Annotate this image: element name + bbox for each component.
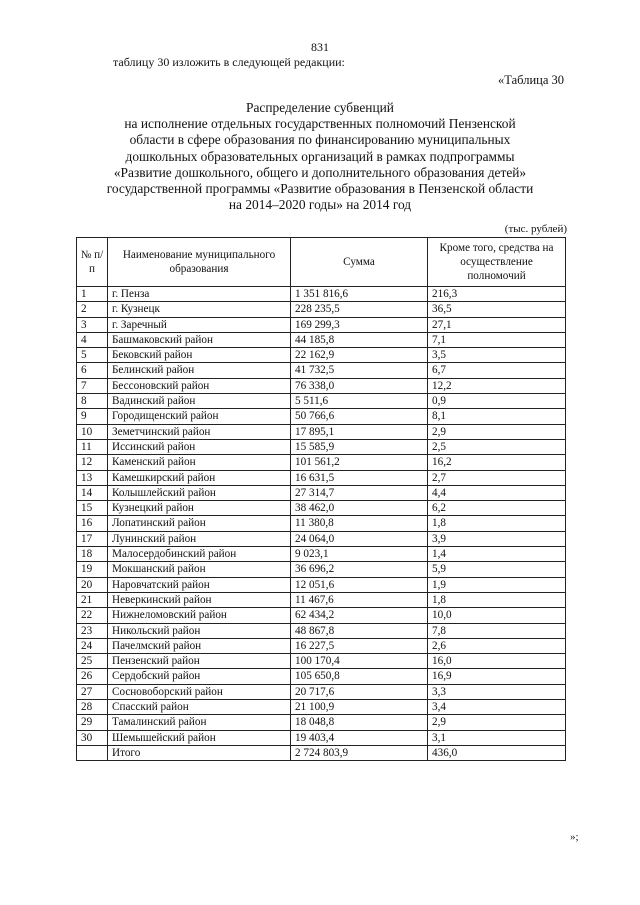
cell-extra: 3,3 [428, 684, 566, 699]
cell-num: 23 [77, 623, 108, 638]
cell-num: 7 [77, 378, 108, 393]
table-reference: «Таблица 30 [498, 73, 564, 87]
table-body [77, 287, 566, 761]
table-row [77, 287, 566, 302]
table-row [77, 317, 566, 332]
cell-name: Спасский район [108, 700, 291, 715]
cell-name: Лопатинский район [108, 516, 291, 531]
cell-sum: 44 185,8 [291, 332, 428, 347]
cell-num: 3 [77, 317, 108, 332]
cell-sum: 21 100,9 [291, 700, 428, 715]
cell-name: Пачелмский район [108, 638, 291, 653]
cell-name: Малосердобинский район [108, 547, 291, 562]
cell-num [77, 745, 108, 760]
cell-num: 30 [77, 730, 108, 745]
closing-mark: »; [570, 831, 579, 843]
cell-sum: 76 338,0 [291, 378, 428, 393]
cell-num: 24 [77, 638, 108, 653]
cell-num: 9 [77, 409, 108, 424]
header-extra: Кроме того, средства на осуществление полномочий [428, 238, 566, 287]
cell-sum: 16 227,5 [291, 638, 428, 653]
cell-name: Белинский район [108, 363, 291, 378]
cell-sum: 9 023,1 [291, 547, 428, 562]
cell-name: Иссинский район [108, 439, 291, 454]
intro-line: таблицу 30 изложить в следующей редакции: [113, 55, 345, 69]
cell-extra: 1,8 [428, 592, 566, 607]
cell-num: 19 [77, 562, 108, 577]
table-row [77, 654, 566, 669]
table-row [77, 623, 566, 638]
cell-sum: 41 732,5 [291, 363, 428, 378]
cell-sum: 101 561,2 [291, 455, 428, 470]
cell-extra: 7,1 [428, 332, 566, 347]
cell-sum: 100 170,4 [291, 654, 428, 669]
table-row [77, 302, 566, 317]
cell-name: Сердобский район [108, 669, 291, 684]
cell-num: 13 [77, 470, 108, 485]
cell-extra: 10,0 [428, 608, 566, 623]
cell-extra: 3,4 [428, 700, 566, 715]
cell-name: г. Заречный [108, 317, 291, 332]
cell-num: 22 [77, 608, 108, 623]
header-name: Наименование муниципального образования [108, 238, 291, 287]
cell-extra: 27,1 [428, 317, 566, 332]
cell-sum: 17 895,1 [291, 424, 428, 439]
cell-name: Шемышейский район [108, 730, 291, 745]
table-header-row [77, 238, 566, 287]
cell-extra: 12,2 [428, 378, 566, 393]
cell-extra: 16,9 [428, 669, 566, 684]
title-line: на 2014–2020 годы» на 2014 год [228, 197, 412, 213]
table-row [77, 700, 566, 715]
cell-name: г. Кузнецк [108, 302, 291, 317]
cell-sum: 22 162,9 [291, 348, 428, 363]
cell-extra: 7,8 [428, 623, 566, 638]
title-line: области в сфере образования по финансированию муниципальных [129, 132, 511, 148]
cell-extra: 2,5 [428, 439, 566, 454]
cell-sum: 11 380,8 [291, 516, 428, 531]
cell-name: Камешкирский район [108, 470, 291, 485]
cell-num: 20 [77, 577, 108, 592]
cell-sum: 18 048,8 [291, 715, 428, 730]
cell-extra: 2,7 [428, 470, 566, 485]
cell-name: Сосновоборский район [108, 684, 291, 699]
cell-num: 2 [77, 302, 108, 317]
cell-extra: 16,2 [428, 455, 566, 470]
cell-name: Бессоновский район [108, 378, 291, 393]
table-row [77, 455, 566, 470]
cell-extra: 2,9 [428, 715, 566, 730]
table-row [77, 547, 566, 562]
cell-name: Мокшанский район [108, 562, 291, 577]
cell-sum: 27 314,7 [291, 485, 428, 500]
title-line: дошкольных образовательных организаций в рамках подпрограммы [125, 148, 515, 164]
table-row [77, 394, 566, 409]
cell-num: 26 [77, 669, 108, 684]
cell-num: 15 [77, 501, 108, 516]
cell-extra: 4,4 [428, 485, 566, 500]
header-sum: Сумма [291, 238, 428, 287]
cell-extra: 2,6 [428, 638, 566, 653]
table-row [77, 669, 566, 684]
cell-sum: 11 467,6 [291, 592, 428, 607]
table-row [77, 684, 566, 699]
cell-name: Пензенский район [108, 654, 291, 669]
cell-sum: 62 434,2 [291, 608, 428, 623]
cell-extra: 1,4 [428, 547, 566, 562]
cell-num: 11 [77, 439, 108, 454]
cell-num: 14 [77, 485, 108, 500]
table-row [77, 485, 566, 500]
cell-sum: 1 351 816,6 [291, 287, 428, 302]
table-row [77, 348, 566, 363]
cell-sum: 15 585,9 [291, 439, 428, 454]
cell-sum: 2 724 803,9 [291, 745, 428, 760]
table-row [77, 439, 566, 454]
title-line: государственной программы «Развитие образования в Пензенской области [106, 181, 534, 197]
table-total-row [77, 745, 566, 760]
cell-extra: 436,0 [428, 745, 566, 760]
cell-name: Вадинский район [108, 394, 291, 409]
table-row [77, 531, 566, 546]
table-row [77, 577, 566, 592]
cell-sum: 105 650,8 [291, 669, 428, 684]
cell-extra: 2,9 [428, 424, 566, 439]
cell-name: Неверкинский район [108, 592, 291, 607]
cell-name: Башмаковский район [108, 332, 291, 347]
cell-extra: 3,5 [428, 348, 566, 363]
cell-name: Колышлейский район [108, 485, 291, 500]
cell-num: 28 [77, 700, 108, 715]
cell-num: 6 [77, 363, 108, 378]
cell-sum: 228 235,5 [291, 302, 428, 317]
cell-name: Бековский район [108, 348, 291, 363]
cell-sum: 36 696,2 [291, 562, 428, 577]
table-row [77, 715, 566, 730]
cell-num: 1 [77, 287, 108, 302]
cell-extra: 3,9 [428, 531, 566, 546]
cell-extra: 16,0 [428, 654, 566, 669]
cell-num: 8 [77, 394, 108, 409]
title-line: «Развитие дошкольного, общего и дополнительного образования детей» [113, 164, 527, 180]
title-line: Распределение субвенций [246, 100, 394, 115]
cell-sum: 16 631,5 [291, 470, 428, 485]
cell-name: Городищенский район [108, 409, 291, 424]
cell-num: 16 [77, 516, 108, 531]
cell-extra: 6,2 [428, 501, 566, 516]
cell-name: Наровчатский район [108, 577, 291, 592]
table-row [77, 363, 566, 378]
cell-sum: 24 064,0 [291, 531, 428, 546]
cell-sum: 5 511,6 [291, 394, 428, 409]
cell-num: 5 [77, 348, 108, 363]
table-row [77, 592, 566, 607]
table-row [77, 409, 566, 424]
cell-sum: 19 403,4 [291, 730, 428, 745]
cell-name: Земетчинский район [108, 424, 291, 439]
cell-num: 27 [77, 684, 108, 699]
cell-name: Итого [108, 745, 291, 760]
cell-extra: 216,3 [428, 287, 566, 302]
cell-extra: 8,1 [428, 409, 566, 424]
cell-extra: 36,5 [428, 302, 566, 317]
cell-extra: 1,8 [428, 516, 566, 531]
table-row [77, 378, 566, 393]
cell-num: 12 [77, 455, 108, 470]
cell-num: 17 [77, 531, 108, 546]
table-row [77, 516, 566, 531]
title-line: на исполнение отдельных государственных полномочий Пензенской [124, 116, 516, 132]
units-note: (тыс. рублей) [504, 223, 567, 235]
cell-sum: 20 717,6 [291, 684, 428, 699]
table-row [77, 638, 566, 653]
cell-extra: 3,1 [428, 730, 566, 745]
cell-name: Никольский район [108, 623, 291, 638]
header-num: № п/п [77, 238, 108, 287]
table-row [77, 730, 566, 745]
cell-name: Нижнеломовский район [108, 608, 291, 623]
table-row [77, 332, 566, 347]
table-row [77, 424, 566, 439]
cell-sum: 169 299,3 [291, 317, 428, 332]
subsidy-table [76, 237, 566, 761]
document-title [60, 100, 580, 213]
cell-sum: 38 462,0 [291, 501, 428, 516]
cell-num: 21 [77, 592, 108, 607]
cell-extra: 6,7 [428, 363, 566, 378]
cell-sum: 48 867,8 [291, 623, 428, 638]
cell-extra: 0,9 [428, 394, 566, 409]
cell-extra: 1,9 [428, 577, 566, 592]
cell-num: 4 [77, 332, 108, 347]
cell-num: 29 [77, 715, 108, 730]
cell-name: г. Пенза [108, 287, 291, 302]
cell-num: 18 [77, 547, 108, 562]
cell-name: Лунинский район [108, 531, 291, 546]
cell-sum: 12 051,6 [291, 577, 428, 592]
table-row [77, 562, 566, 577]
table-row [77, 470, 566, 485]
cell-extra: 5,9 [428, 562, 566, 577]
cell-num: 10 [77, 424, 108, 439]
cell-name: Тамалинский район [108, 715, 291, 730]
table-row [77, 501, 566, 516]
cell-name: Кузнецкий район [108, 501, 291, 516]
cell-name: Каменский район [108, 455, 291, 470]
table-row [77, 608, 566, 623]
cell-num: 25 [77, 654, 108, 669]
page-number: 831 [311, 40, 329, 54]
cell-sum: 50 766,6 [291, 409, 428, 424]
